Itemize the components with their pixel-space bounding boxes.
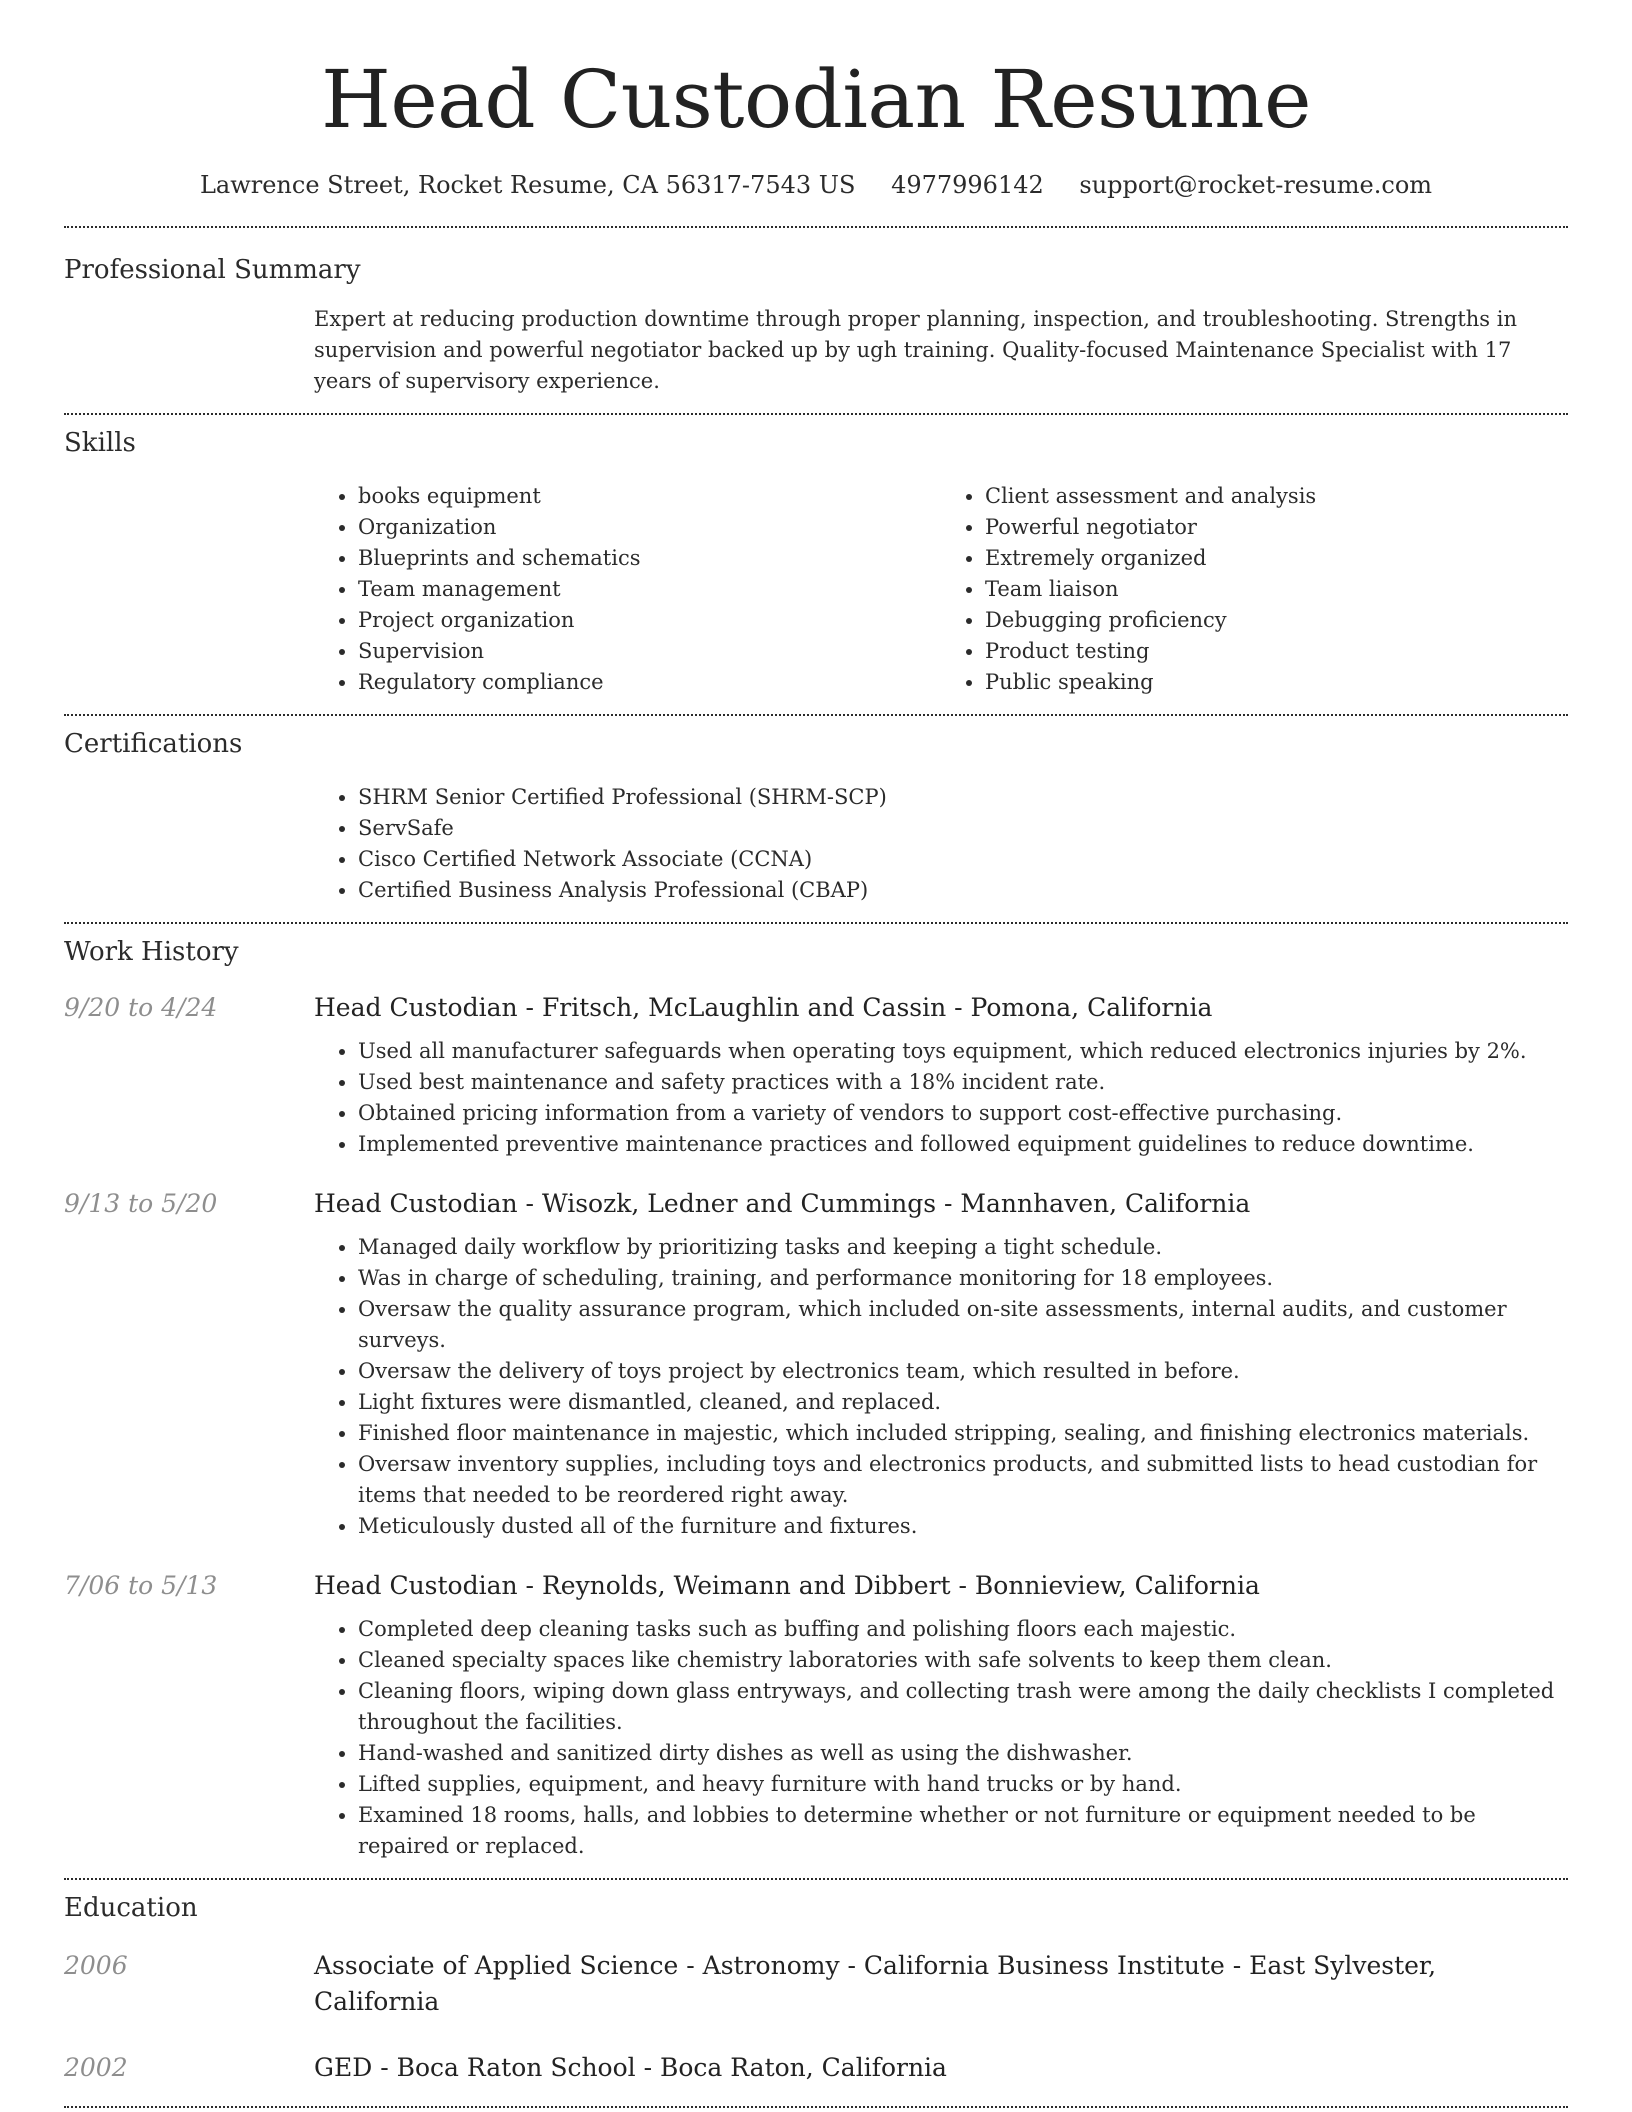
summary-body (314, 304, 1568, 397)
job-heading: Head Custodian - Wisozk, Ledner and Cummings - Mannhaven, California (314, 1189, 1251, 1218)
education-entry (64, 1948, 1568, 2020)
job-heading: Head Custodian - Fritsch, McLaughlin and Cassin - Pomona, California (314, 993, 1213, 1022)
skill-item: • Extremely organized (985, 543, 1568, 574)
skill-item: • Project organization (358, 605, 941, 636)
skill-item: • Public speaking (985, 667, 1568, 698)
skills-list-left (314, 481, 941, 698)
education-year: 2002 (64, 2053, 128, 2082)
skill-item: • Powerful negotiator (985, 512, 1568, 543)
job-bullet: • Completed deep cleaning tasks such as buffing and polishing floors each majestic. (358, 1614, 1568, 1645)
job-header (64, 990, 1568, 1026)
job-bullet: • Managed daily workflow by prioritizing tasks and keeping a tight schedule. (358, 1232, 1568, 1263)
certification-item: • ServSafe (358, 813, 1568, 844)
summary-section (64, 228, 1568, 397)
skill-item: • Organization (358, 512, 941, 543)
education-detail: GED - Boca Raton School - Boca Raton, California (314, 2053, 947, 2082)
job-bullets (314, 1036, 1568, 1160)
job-bullet: • Implemented preventive maintenance practices and followed equipment guidelines to reduce downtime. (358, 1129, 1568, 1160)
job-bullet: • Cleaning floors, wiping down glass entryways, and collecting trash were among the daily checklists I completed throughout the facilities. (358, 1676, 1568, 1738)
job-bullets (314, 1232, 1568, 1542)
job-header (64, 1186, 1568, 1222)
certification-item: • Cisco Certified Network Associate (CCNA) (358, 844, 1568, 875)
education-year: 2006 (64, 1951, 128, 1980)
skills-grid (314, 481, 1568, 698)
certifications-body (314, 782, 1568, 906)
job-body (314, 1036, 1568, 1160)
contact-phone: 4977996142 (891, 171, 1044, 199)
job-entry (64, 990, 1568, 1160)
job-bullet: • Was in charge of scheduling, training, and performance monitoring for 18 employees. (358, 1263, 1568, 1294)
certification-item: • Certified Business Analysis Professional (CBAP) (358, 875, 1568, 906)
job-bullet: • Used best maintenance and safety practices with a 18% incident rate. (358, 1067, 1568, 1098)
job-bullet: • Obtained pricing information from a variety of vendors to support cost-effective purchasing. (358, 1098, 1568, 1129)
job-bullet: • Finished floor maintenance in majestic, which included stripping, sealing, and finishing electronics materials. (358, 1418, 1568, 1449)
certification-item: • SHRM Senior Certified Professional (SHRM-SCP) (358, 782, 1568, 813)
job-bullet: • Hand-washed and sanitized dirty dishes as well as using the dishwasher. (358, 1738, 1568, 1769)
job-bullet: • Oversaw the delivery of toys project by electronics team, which resulted in before. (358, 1356, 1568, 1387)
job-bullet: • Meticulously dusted all of the furniture and fixtures. (358, 1511, 1568, 1542)
job-bullet: • Light fixtures were dismantled, cleaned, and replaced. (358, 1387, 1568, 1418)
section-title-certifications: Certifications (64, 729, 243, 759)
page-title: Head Custodian Resume (321, 53, 1311, 146)
skill-item: • Debugging proficiency (985, 605, 1568, 636)
education-detail: Associate of Applied Science - Astronomy - California Business Institute - East Sylvester, California (314, 1951, 1437, 2016)
job-entry (64, 1568, 1568, 1862)
job-bullet: • Lifted supplies, equipment, and heavy furniture with hand trucks or by hand. (358, 1769, 1568, 1800)
job-dates: 9/13 to 5/20 (64, 1189, 218, 1218)
job-bullet: • Oversaw inventory supplies, including toys and electronics products, and submitted lists to head custodian for items that needed to be reordered right away. (358, 1449, 1568, 1511)
skill-item: • Regulatory compliance (358, 667, 941, 698)
education-entry (64, 2050, 1568, 2086)
job-header (64, 1568, 1568, 1604)
job-dates: 7/06 to 5/13 (64, 1571, 218, 1600)
job-bullet: • Cleaned specialty spaces like chemistry laboratories with safe solvents to keep them clean. (358, 1645, 1568, 1676)
work-section (64, 924, 1568, 1862)
skill-item: • Blueprints and schematics (358, 543, 941, 574)
certifications-list (314, 782, 1568, 906)
skills-list-right (941, 481, 1568, 698)
job-bullet: • Oversaw the quality assurance program, which included on-site assessments, internal audits, and customer surveys. (358, 1294, 1568, 1356)
job-entry (64, 1186, 1568, 1542)
divider (64, 2106, 1568, 2108)
job-body (314, 1232, 1568, 1542)
section-title-summary: Professional Summary (64, 255, 361, 285)
skill-item: • Team liaison (985, 574, 1568, 605)
skill-item: • Team management (358, 574, 941, 605)
contact-address: Lawrence Street, Rocket Resume, CA 56317-7543 US (199, 171, 856, 199)
contact-email: support@rocket-resume.com (1079, 171, 1433, 199)
section-title-skills: Skills (64, 428, 136, 458)
job-body (314, 1614, 1568, 1862)
skill-item: • books equipment (358, 481, 941, 512)
skills-section (64, 415, 1568, 698)
skill-item: • Supervision (358, 636, 941, 667)
job-heading: Head Custodian - Reynolds, Weimann and Dibbert - Bonnieview, California (314, 1571, 1260, 1600)
section-title-education: Education (64, 1893, 198, 1923)
job-dates: 9/20 to 4/24 (64, 993, 218, 1022)
skill-item: • Client assessment and analysis (985, 481, 1568, 512)
job-bullet: • Examined 18 rooms, halls, and lobbies to determine whether or not furniture or equipment needed to be repaired or replaced. (358, 1800, 1568, 1862)
summary-text: Expert at reducing production downtime through proper planning, inspection, and troubleshooting. Strengths in supervision and powerful negotiator backed up by ugh training. Quality-focused Maintenance Specialist with 17 years of supervisory experience. (314, 307, 1517, 393)
job-bullet: • Used all manufacturer safeguards when operating toys equipment, which reduced electronics injuries by 2%. (358, 1036, 1568, 1067)
contact-line (64, 168, 1568, 202)
certifications-section (64, 716, 1568, 906)
section-title-work: Work History (64, 937, 239, 967)
education-section (64, 1880, 1568, 2086)
skill-item: • Product testing (985, 636, 1568, 667)
job-bullets (314, 1614, 1568, 1862)
